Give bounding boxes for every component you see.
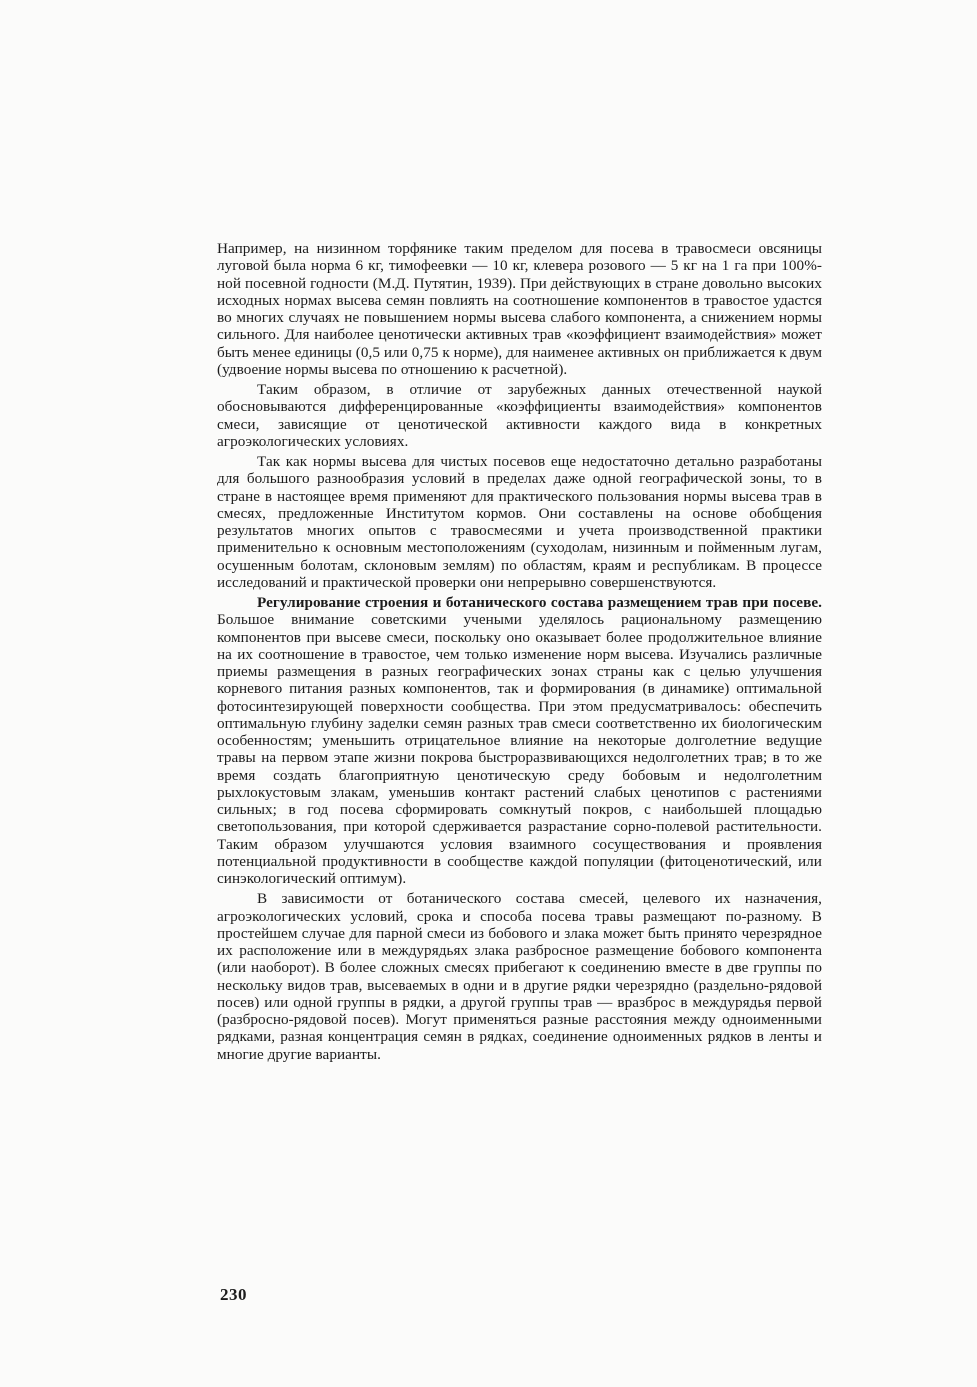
paragraph-text: Таким образом, в отличие от зарубежных данных отечественной наукой обосновываются дифференцированные «коэффициенты взаимодействия» компонентов смеси, зависящие от ценотической активности каждого вида в конкретных агроэкологических условиях. xyxy=(217,381,822,450)
paragraph-text: Так как нормы высева для чистых посевов еще недостаточно детально разработаны для большого разнообразия условий в пределах даже одной географической зоны, то в стране в настоящее время применяют для практического пользования нормы высева трав в смесях, предложенные Институтом кормов. Они составлены на основе обобщения результатов многих опытов с травосмесями и учета производственной практики применительно к основным местоположениям (суходолам, низинным и пойменным лугам, осушенным болотам, склоновым землям) по областям, краям и республикам. В процессе исследований и практической проверки они непрерывно совершенствуются. xyxy=(217,453,822,591)
section-lead-heading: Регулирование строения и ботанического состава размещением трав при посеве. xyxy=(257,594,822,611)
page-number: 230 xyxy=(220,1285,247,1304)
page-body xyxy=(217,240,822,1063)
paragraph-5 xyxy=(217,890,822,1063)
paragraph-1 xyxy=(217,240,822,378)
paragraph-text: Например, на низинном торфянике таким пределом для посева в травосмеси овсяницы луговой была норма 6 кг, тимофеевки — 10 кг, клевера розового — 5 кг на 1 га при 100%-ной посевной годности (М.Д. Путятин, 1939). При действующих в стране довольно высоких исходных нормах высева семян повлиять на соотношение компонентов в травостое удастся во многих случаях не повышением нормы высева слабого компонента, а снижением нормы сильного. Для наиболее ценотически активных трав «коэффициент взаимодействия» может быть менее единицы (0,5 или 0,75 к норме), для наименее активных он приближается к двум (удвоение нормы высева по отношению к расчетной). xyxy=(217,240,823,378)
paragraph-text: В зависимости от ботанического состава смесей, целевого их назначения, агроэкологических условий, срока и способа посева травы размещают по-разному. В простейшем случае для парной смеси из бобового и злака может быть принято черезрядное их расположение или в междурядьях злака разбросное размещение бобового компонента (или наоборот). В более сложных смесях прибегают к соединению вместе в две группы по нескольку видов трав, высеваемых в одни и в другие рядки черезрядно (раздельно-рядовой посев) или одной группы в рядки, а другой группы трав — вразброс в междурядья первой (разбросно-рядовой посев). Могут применяться разные расстояния между одноименными рядками, разная концентрация семян в рядках, соединение одноименных рядков в ленты и многие другие варианты. xyxy=(217,890,822,1063)
paragraph-2 xyxy=(217,381,822,450)
paragraph-3 xyxy=(217,453,822,591)
paragraph-4 xyxy=(217,594,822,887)
paragraph-text: Большое внимание советскими учеными уделялось рациональному размещению компонентов при высеве смеси, поскольку оно оказывает более продолжительное влияние на их соотношение в травостое, чем только изменение норм высева. Изучались различные приемы размещения в разных географических зонах страны как с целью улучшения корневого питания разных компонентов, так и формирования (в динамике) оптимальной фотосинтезирующей поверхности сообщества. При этом предусматривалось: обеспечить оптимальную глубину заделки семян разных трав смеси соответственно их биологическим особенностям; уменьшить отрицательное влияние на некоторые долголетние ведущие травы на первом этапе жизни покрова быстроразвивающихся недолголетних трав; в то же время создать благоприятную ценотическую среду бобовым и недолголетним рыхлокустовым злакам, уменьшив контакт растений слабых ценотипов с растениями сильных; в год посева сформировать сомкнутый покров, с наибольшей площадью светопользования, при которой сдерживается разрастание сорно-полевой растительности. Таким образом улучшаются условия взаимного сосуществования и проявления потенциальной продуктивности в сообществе каждой популяции (фитоценотический, или синэкологический оптимум). xyxy=(217,611,822,887)
